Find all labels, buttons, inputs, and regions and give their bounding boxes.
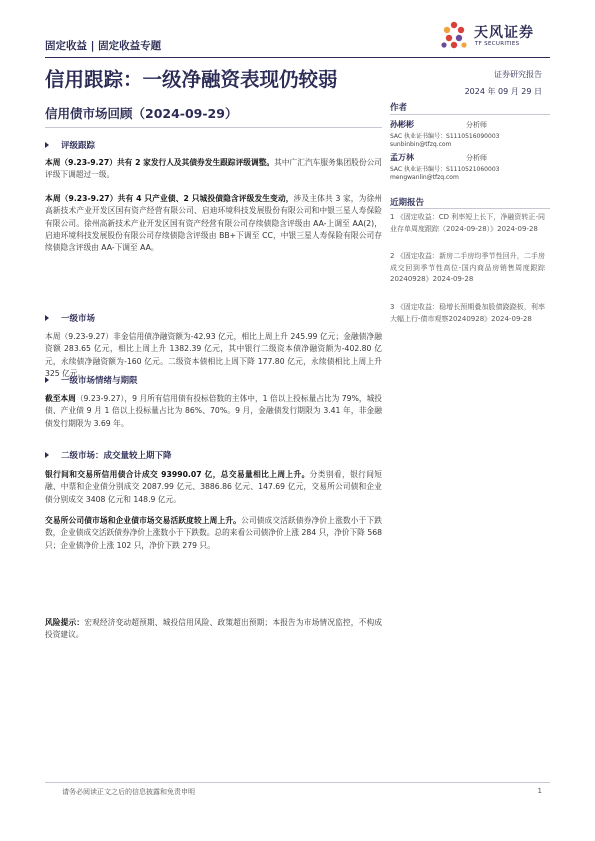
author-email[interactable]: mengwanlin@tfzq.com <box>390 174 459 181</box>
author-name: 孟万林 <box>390 153 414 162</box>
report-category: 固定收益 | 固定收益专题 <box>45 40 162 52</box>
footer-disclaimer: 请务必阅读正文之后的信息披露和免责申明 <box>62 788 195 796</box>
section-heading: 一级市场 <box>45 312 95 324</box>
body-paragraph: 交易所公司债市场和企业债市场交易活跃度较上周上升。公司债成交活跃债券净价上涨数小于下跌数，企业债成交活跃债券净价上涨数小于下跌数。总的来看公司债净价上涨 284 只，净价下降 568 只；企业债净价上涨 102 只，净价下跌 279 只。 <box>45 516 382 550</box>
report-date: 2024 年 09 月 29 日 <box>464 87 542 96</box>
bullet-triangle-icon <box>45 377 49 383</box>
related-heading: 近期报告 <box>390 198 425 208</box>
body-paragraph: 本周（9.23-9.27）共有 2 家发行人及其债券发生跟踪评级调整。其中广汇汽车服务集团股份公司评级下调超过一级。 <box>45 158 382 180</box>
author-role: 分析师 <box>466 121 487 129</box>
related-rule <box>390 208 550 209</box>
author-name: 孙彬彬 <box>390 120 414 129</box>
section-heading: 二级市场：成交量较上期下降 <box>45 449 172 461</box>
author-cert: SAC 执业证书编号：S1110521060003 <box>390 166 500 173</box>
header-rule <box>45 57 550 58</box>
authors-rule <box>390 114 550 115</box>
bullet-triangle-icon <box>45 315 49 321</box>
page-number: 1 <box>537 787 542 795</box>
author-role: 分析师 <box>466 154 487 162</box>
author-cert: SAC 执业证书编号：S1110516090003 <box>390 133 500 140</box>
related-report-item[interactable]: 1 《固定收益：CD 利率短上长下，净融资转正-同业存单周度跟踪（2024-09-28）》2024-09-28 <box>390 213 545 233</box>
bullet-triangle-icon <box>45 452 49 458</box>
page-subtitle: 信用债市场回顾（2024-09-29） <box>45 106 238 121</box>
bullet-triangle-icon <box>45 142 49 148</box>
body-paragraph: 截至本周（9.23-9.27），9 月所有信用债有投标倍数的主体中，1 倍以上投标量占比为 79%，城投债、产业债 9 月 1 倍以上投标量占比为 86%、70%。9 月，金融债发行期限为 3.41 年，非金融债发行期限为 3.69 年。 <box>45 394 382 428</box>
logo-wordmark-en: TF SECURITIES <box>475 41 520 47</box>
body-paragraph: 本周（9.23-9.27）非金信用债净融资额为-42.93 亿元，相比上周上升 245.99 亿元；金融债净融资额 283.65 亿元，相比上周上升 1382.39 亿元，其中银行二级资本债净融资额为-402.80 亿元，永续债净融资额为-160 亿元。二级资本债相比上周下降 177.80 亿元，永续债相比上周上升 325 亿元。 <box>45 332 382 378</box>
related-report-item[interactable]: 2 《固定收益：新房二手房均季节性回升，二手房成交回到季节性高位-国内商品房销售周度跟踪 20240928》2024-09-28 <box>390 252 545 283</box>
main-rule <box>45 127 382 128</box>
report-type: 证券研究报告 <box>494 70 542 79</box>
risk-warning: 风险提示：宏观经济变动超预期、城投信用风险、政策超出预期；本报告为市场情况监控，不构成投资建议。 <box>45 618 382 640</box>
section-heading: 一级市场情绪与期限 <box>45 374 138 386</box>
body-paragraph: 本周（9.23-9.27）共有 4 只产业债、2 只城投债隐含评级发生变动，涉及主体共 3 家，为徐州高新技术产业开发区国有资产经营有限公司、启迪环境科技发展股份有限公司和中银三星人寿保险有限公司。徐州高新技术产业开发区国有资产经营有限公司存续债隐含评级由 AA-上调至 AA(2)，启迪环境科技发展股份有限公司存续债隐含评级由 BB+下调至 CC，中银三星人寿保险有限公司存续债隐含评级由 AA-下调至 AA。 <box>45 194 382 253</box>
body-paragraph: 银行间和交易所信用债合计成交 93990.07 亿，总交易量相比上周上升。分类别看，银行间短融、中票和企业债分别成交 2087.99 亿元、3886.86 亿元、147.69 亿元，交易所公司债和企业债分别成交 3408 亿元和 148.9 亿元。 <box>45 470 382 504</box>
author-email[interactable]: sunbinbin@tfzq.com <box>390 141 452 148</box>
authors-heading: 作者 <box>390 103 408 113</box>
related-report-item[interactable]: 3 《固定收益：稳增长预期叠加股债跷跷板，利率大幅上行-债市观察20240928》2024-09-28 <box>390 303 545 323</box>
footer-rule <box>45 782 550 783</box>
section-heading: 评级跟踪 <box>45 139 95 151</box>
page-title: 信用跟踪：一级净融资表现仍较弱 <box>45 68 338 91</box>
logo-wordmark: 天风证券 <box>474 25 534 41</box>
